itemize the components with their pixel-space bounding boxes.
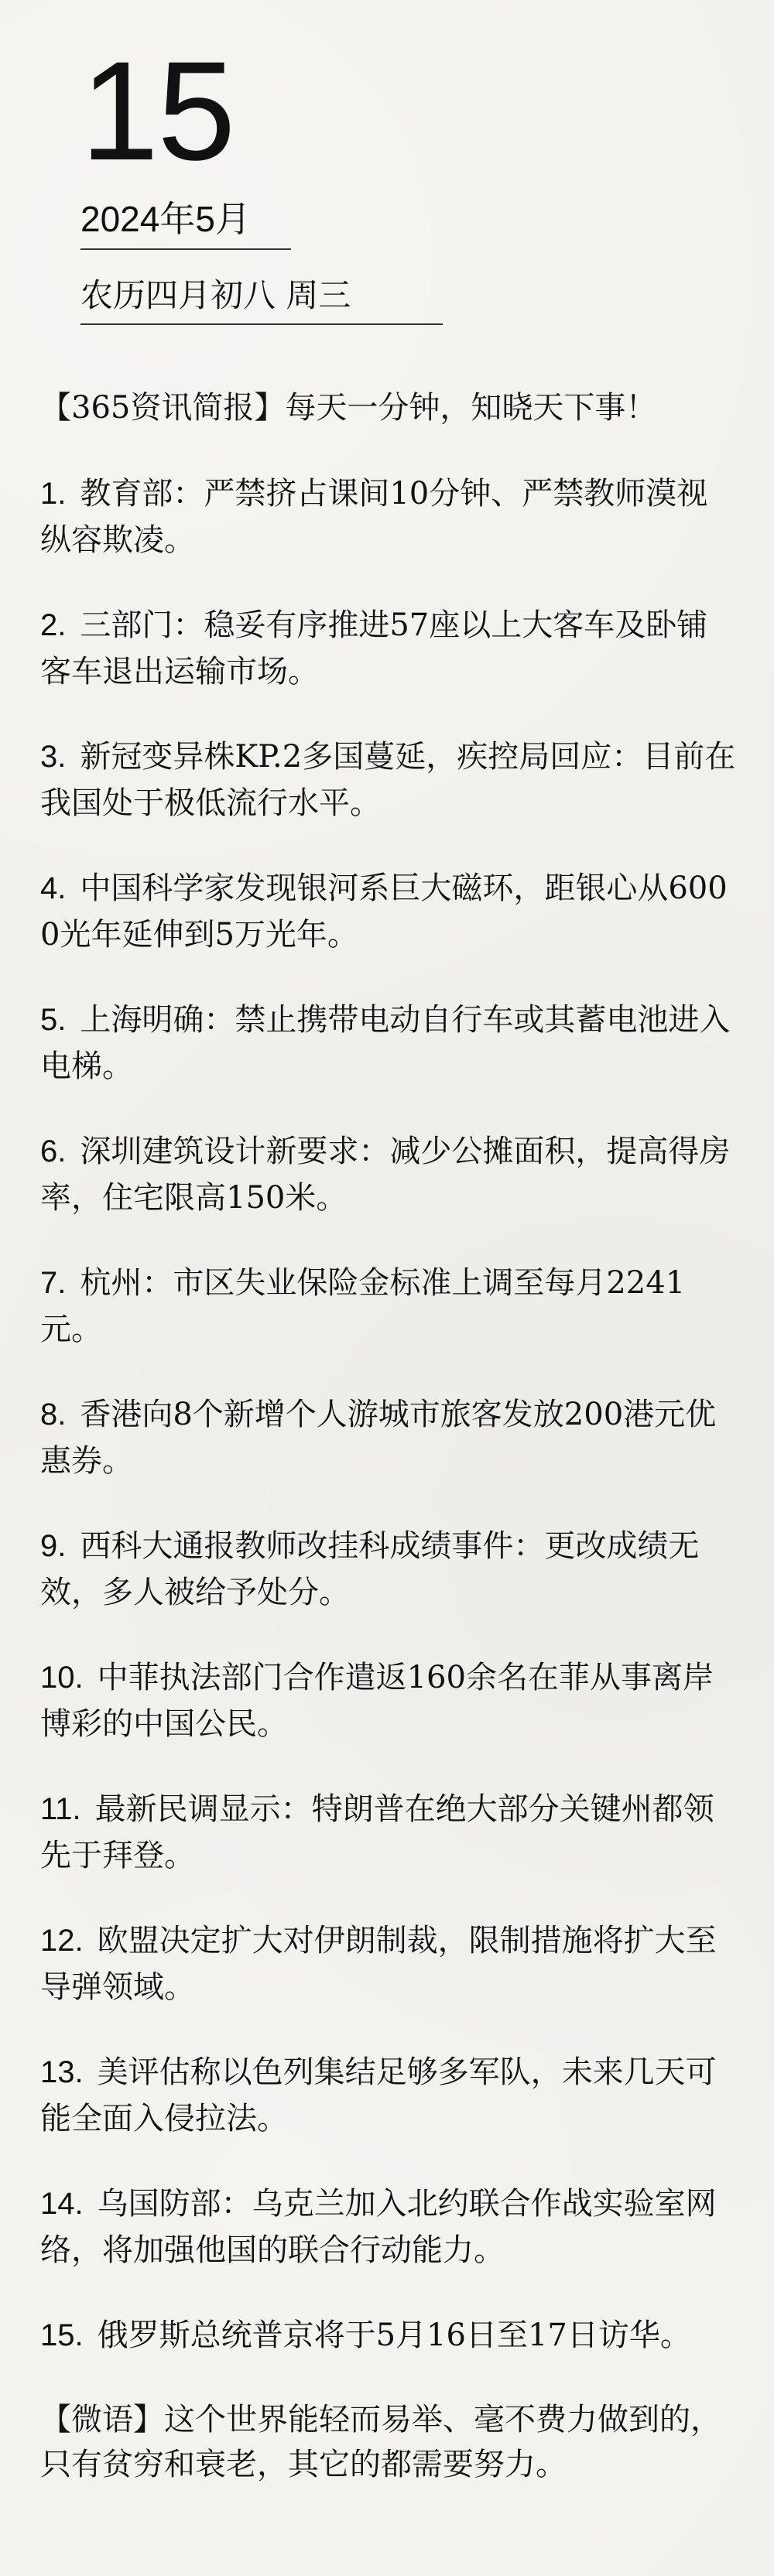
day-number: 15	[80, 32, 235, 190]
lunar-underline	[80, 323, 443, 325]
news-item	[40, 1391, 737, 1484]
news-item	[40, 2049, 737, 2142]
news-item	[40, 1128, 737, 1221]
news-number: 13.	[40, 2055, 84, 2089]
news-number: 2.	[40, 608, 67, 642]
news-number: 3.	[40, 740, 67, 774]
news-item	[40, 1260, 737, 1353]
news-text: 深圳建筑设计新要求：减少公摊面积，提高得房率，住宅限高150米。	[40, 1134, 731, 1216]
news-text: 教育部：严禁挤占课间10分钟、严禁教师漠视纵容欺凌。	[40, 476, 708, 558]
news-item	[40, 2181, 737, 2273]
news-item	[40, 1654, 737, 1747]
news-number: 12.	[40, 1924, 84, 1958]
news-number: 10.	[40, 1661, 84, 1695]
news-text: 欧盟决定扩大对伊朗制裁，限制措施将扩大至导弹领域。	[40, 1923, 717, 2005]
news-number: 6.	[40, 1134, 67, 1168]
news-list	[40, 470, 737, 2359]
year-month: 2024年5月	[80, 199, 251, 239]
news-text: 美评估称以色列集结足够多军队，未来几天可能全面入侵拉法。	[40, 2054, 717, 2136]
news-text: 中国科学家发现银河系巨大磁环，距银心从6000光年延伸到5万光年。	[40, 871, 728, 953]
news-text: 乌国防部：乌克兰加入北约联合作战实验室网络，将加强他国的联合行动能力。	[40, 2186, 717, 2268]
news-item	[40, 470, 737, 563]
news-number: 7.	[40, 1266, 67, 1300]
news-text: 三部门：稳妥有序推进57座以上大客车及卧铺客车退出运输市场。	[40, 607, 708, 689]
intro-line: 【365资讯简报】每天一分钟，知晓天下事！	[40, 390, 657, 426]
news-text: 杭州：市区失业保险金标准上调至每月2241元。	[40, 1265, 686, 1347]
news-text: 上海明确：禁止携带电动自行车或其蓄电池进入电梯。	[40, 1002, 731, 1084]
news-item	[40, 734, 737, 826]
month-underline	[80, 248, 291, 250]
news-item	[40, 997, 737, 1090]
news-text: 新冠变异株KP.2多国蔓延，疾控局回应：目前在我国处于极低流行水平。	[40, 739, 736, 821]
lunar-date: 农历四月初八 周三	[80, 276, 351, 315]
news-number: 8.	[40, 1397, 67, 1432]
news-text: 香港向8个新增个人游城市旅客发放200港元优惠券。	[40, 1397, 717, 1479]
news-number: 5.	[40, 1003, 67, 1037]
news-text: 最新民调显示：特朗普在绝大部分关键州都领先于拜登。	[40, 1791, 714, 1873]
date-header	[80, 32, 483, 325]
news-item	[40, 1523, 737, 1616]
daily-quote: 【微语】这个世界能轻而易举、毫不费力做到的，只有贫穷和衰老，其它的都需要努力。	[40, 2402, 721, 2482]
news-number: 11.	[40, 1792, 81, 1826]
news-number: 9.	[40, 1529, 67, 1563]
news-content	[40, 387, 737, 2487]
news-number: 4.	[40, 871, 67, 905]
news-item	[40, 1786, 737, 1879]
news-item	[40, 602, 737, 695]
news-number: 15.	[40, 2318, 84, 2352]
news-text: 俄罗斯总统普京将于5月16日至17日访华。	[97, 2318, 691, 2353]
news-text: 中菲执法部门合作遣返160余名在菲从事离岸博彩的中国公民。	[40, 1660, 714, 1742]
news-text: 西科大通报教师改挂科成绩事件：更改成绩无效，多人被给予处分。	[40, 1528, 700, 1610]
news-item	[40, 2312, 737, 2359]
news-item	[40, 865, 737, 958]
news-number: 1.	[40, 477, 67, 511]
news-item	[40, 1917, 737, 2010]
news-number: 14.	[40, 2187, 84, 2221]
